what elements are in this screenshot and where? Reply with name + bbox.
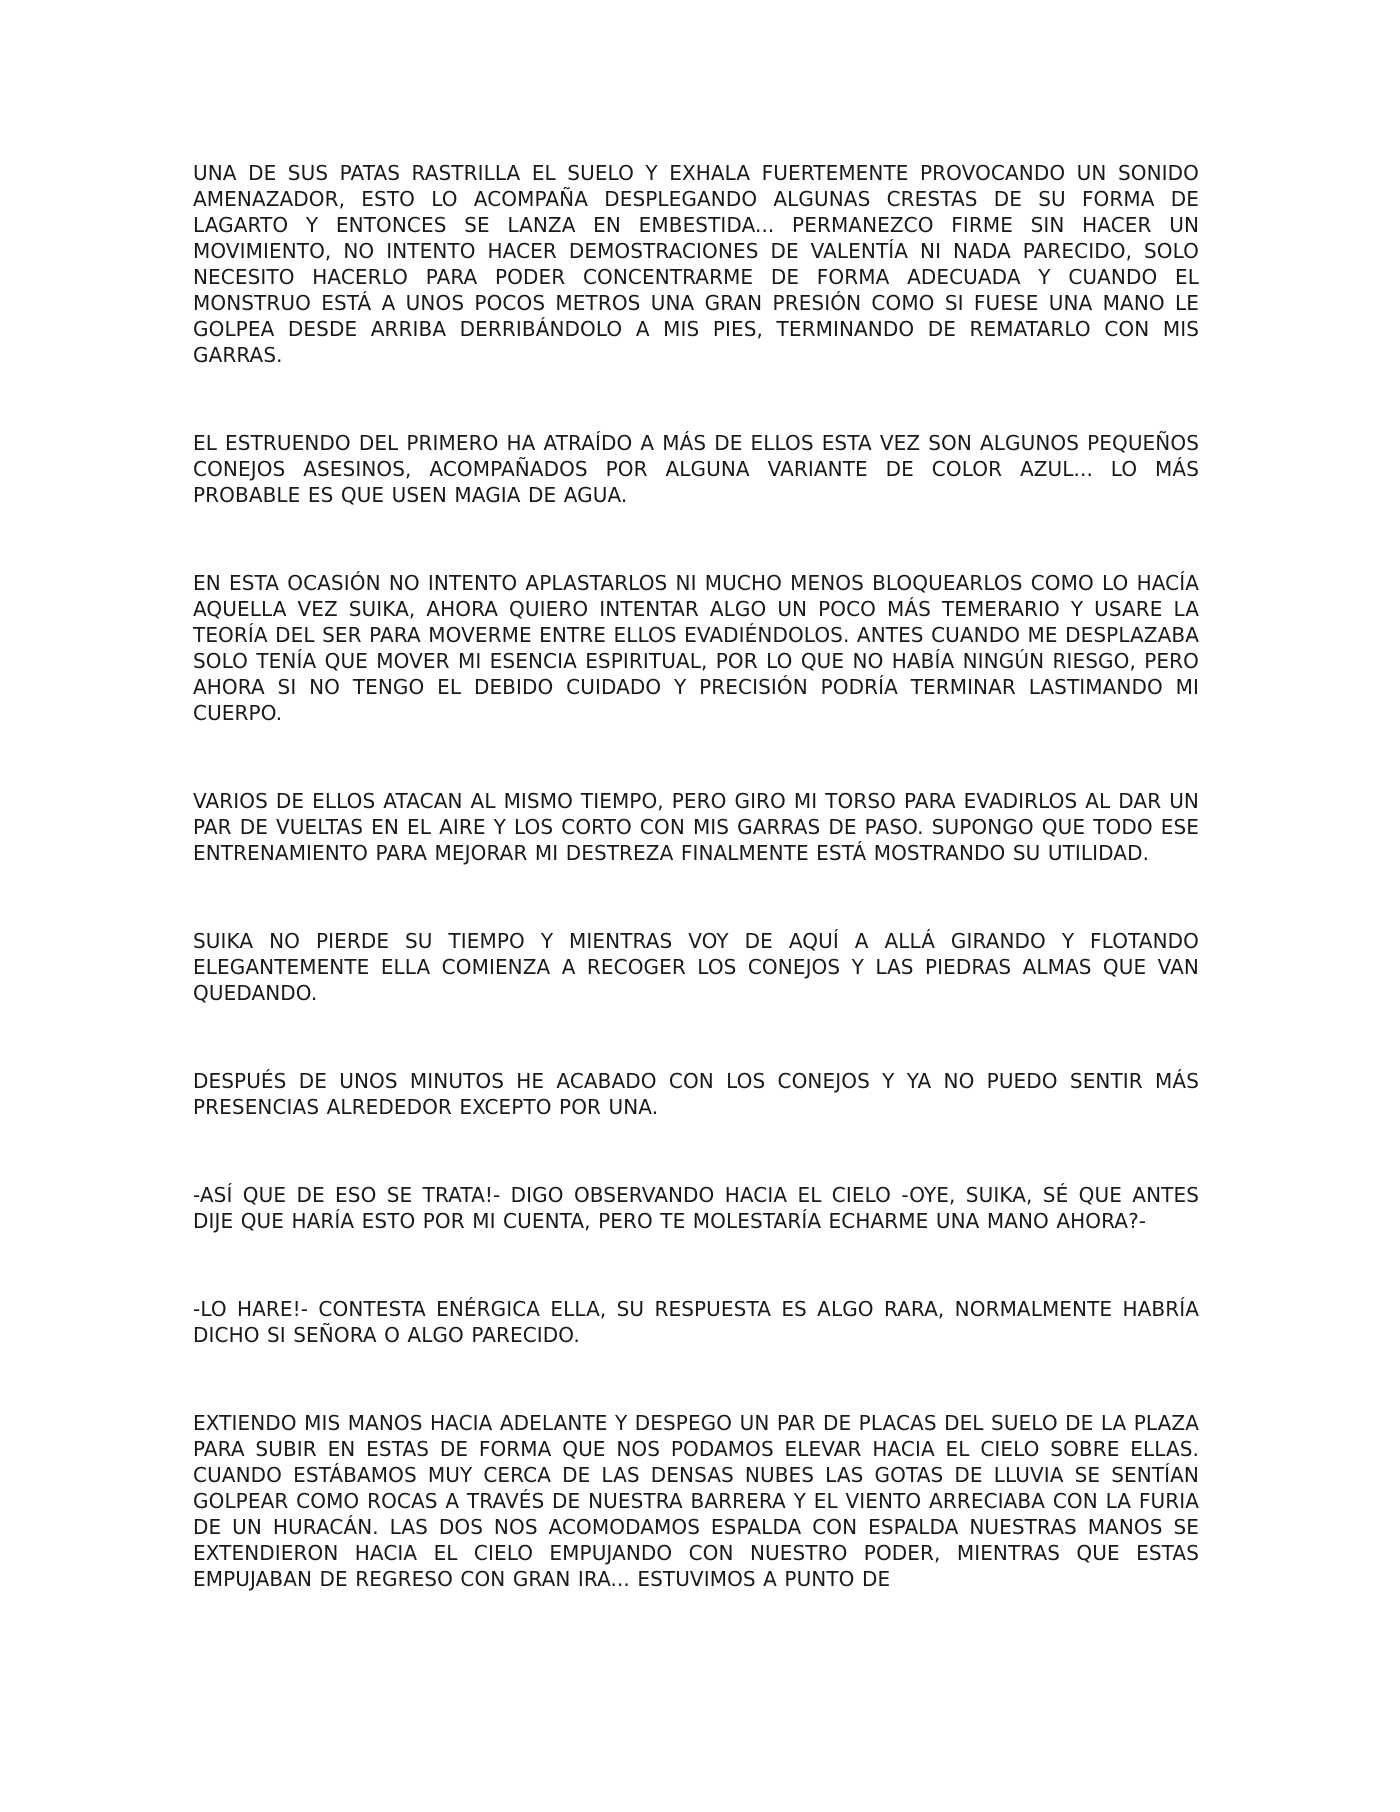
- paragraph-gap: [193, 1348, 1199, 1410]
- paragraph-1: UNA DE SUS PATAS RASTRILLA EL SUELO Y EXHALA FUERTEMENTE PROVOCANDO UN SONIDO AMENAZADOR, ESTO LO ACOMPAÑA DESPLEGANDO ALGUNAS CRESTAS DE SU FORMA DE LAGARTO Y ENTONCES SE LANZA EN EMBESTIDA... PERMANEZCO FIRME SIN HACER UN MOVIMIENTO, NO INTENTO HACER DEMOSTRACIONES DE VALENTÍA NI NADA PARECIDO, SOLO NECESITO HACERLO PARA PODER CONCENTRARME DE FORMA ADECUADA Y CUANDO EL MONSTRUO ESTÁ A UNOS POCOS METROS UNA GRAN PRESIÓN COMO SI FUESE UNA MANO LE GOLPEA DESDE ARRIBA DERRIBÁNDOLO A MIS PIES, TERMINANDO DE REMATARLO CON MIS GARRAS.: [193, 161, 1199, 367]
- document-body: [193, 160, 1199, 1592]
- paragraph-2: EL ESTRUENDO DEL PRIMERO HA ATRAÍDO A MÁS DE ELLOS ESTA VEZ SON ALGUNOS PEQUEÑOS CONEJOS ASESINOS, ACOMPAÑADOS POR ALGUNA VARIANTE DE COLOR AZUL... LO MÁS PROBABLE ES QUE USEN MAGIA DE AGUA.: [193, 431, 1199, 507]
- paragraph-gap: [193, 508, 1199, 570]
- paragraph-gap: [193, 368, 1199, 430]
- paragraph-7: -ASÍ QUE DE ESO SE TRATA!- DIGO OBSERVANDO HACIA EL CIELO -OYE, SUIKA, SÉ QUE ANTES DIJE QUE HARÍA ESTO POR MI CUENTA, PERO TE MOLESTARÍA ECHARME UNA MANO AHORA?-: [193, 1183, 1199, 1233]
- paragraph-4: VARIOS DE ELLOS ATACAN AL MISMO TIEMPO, PERO GIRO MI TORSO PARA EVADIRLOS AL DAR UN PAR DE VUELTAS EN EL AIRE Y LOS CORTO CON MIS GARRAS DE PASO. SUPONGO QUE TODO ESE ENTRENAMIENTO PARA MEJORAR MI DESTREZA FINALMENTE ESTÁ MOSTRANDO SU UTILIDAD.: [193, 789, 1199, 865]
- paragraph-9: EXTIENDO MIS MANOS HACIA ADELANTE Y DESPEGO UN PAR DE PLACAS DEL SUELO DE LA PLAZA PARA SUBIR EN ESTAS DE FORMA QUE NOS PODAMOS ELEVAR HACIA EL CIELO SOBRE ELLAS. CUANDO ESTÁBAMOS MUY CERCA DE LAS DENSAS NUBES LAS GOTAS DE LLUVIA SE SENTÍAN GOLPEAR COMO ROCAS A TRAVÉS DE NUESTRA BARRERA Y EL VIENTO ARRECIABA CON LA FURIA DE UN HURACÁN. LAS DOS NOS ACOMODAMOS ESPALDA CON ESPALDA NUESTRAS MANOS SE EXTENDIERON HACIA EL CIELO EMPUJANDO CON NUESTRO PODER, MIENTRAS QUE ESTAS EMPUJABAN DE REGRESO CON GRAN IRA... ESTUVIMOS A PUNTO DE: [193, 1411, 1199, 1591]
- paragraph-8: -LO HARE!- CONTESTA ENÉRGICA ELLA, SU RESPUESTA ES ALGO RARA, NORMALMENTE HABRÍA DICHO SI SEÑORA O ALGO PARECIDO.: [193, 1297, 1199, 1347]
- paragraph-5: SUIKA NO PIERDE SU TIEMPO Y MIENTRAS VOY DE AQUÍ A ALLÁ GIRANDO Y FLOTANDO ELEGANTEMENTE ELLA COMIENZA A RECOGER LOS CONEJOS Y LAS PIEDRAS ALMAS QUE VAN QUEDANDO.: [193, 929, 1199, 1005]
- paragraph-3: EN ESTA OCASIÓN NO INTENTO APLASTARLOS NI MUCHO MENOS BLOQUEARLOS COMO LO HACÍA AQUELLA VEZ SUIKA, AHORA QUIERO INTENTAR ALGO UN POCO MÁS TEMERARIO Y USARE LA TEORÍA DEL SER PARA MOVERME ENTRE ELLOS EVADIÉNDOLOS. ANTES CUANDO ME DESPLAZABA SOLO TENÍA QUE MOVER MI ESENCIA ESPIRITUAL, POR LO QUE NO HABÍA NINGÚN RIESGO, PERO AHORA SI NO TENGO EL DEBIDO CUIDADO Y PRECISIÓN PODRÍA TERMINAR LASTIMANDO MI CUERPO.: [193, 571, 1199, 725]
- paragraph-gap: [193, 1006, 1199, 1068]
- paragraph-gap: [193, 1234, 1199, 1296]
- paragraph-gap: [193, 726, 1199, 788]
- paragraph-6: DESPUÉS DE UNOS MINUTOS HE ACABADO CON LOS CONEJOS Y YA NO PUEDO SENTIR MÁS PRESENCIAS ALREDEDOR EXCEPTO POR UNA.: [193, 1069, 1199, 1119]
- paragraph-gap: [193, 1120, 1199, 1182]
- paragraph-gap: [193, 866, 1199, 928]
